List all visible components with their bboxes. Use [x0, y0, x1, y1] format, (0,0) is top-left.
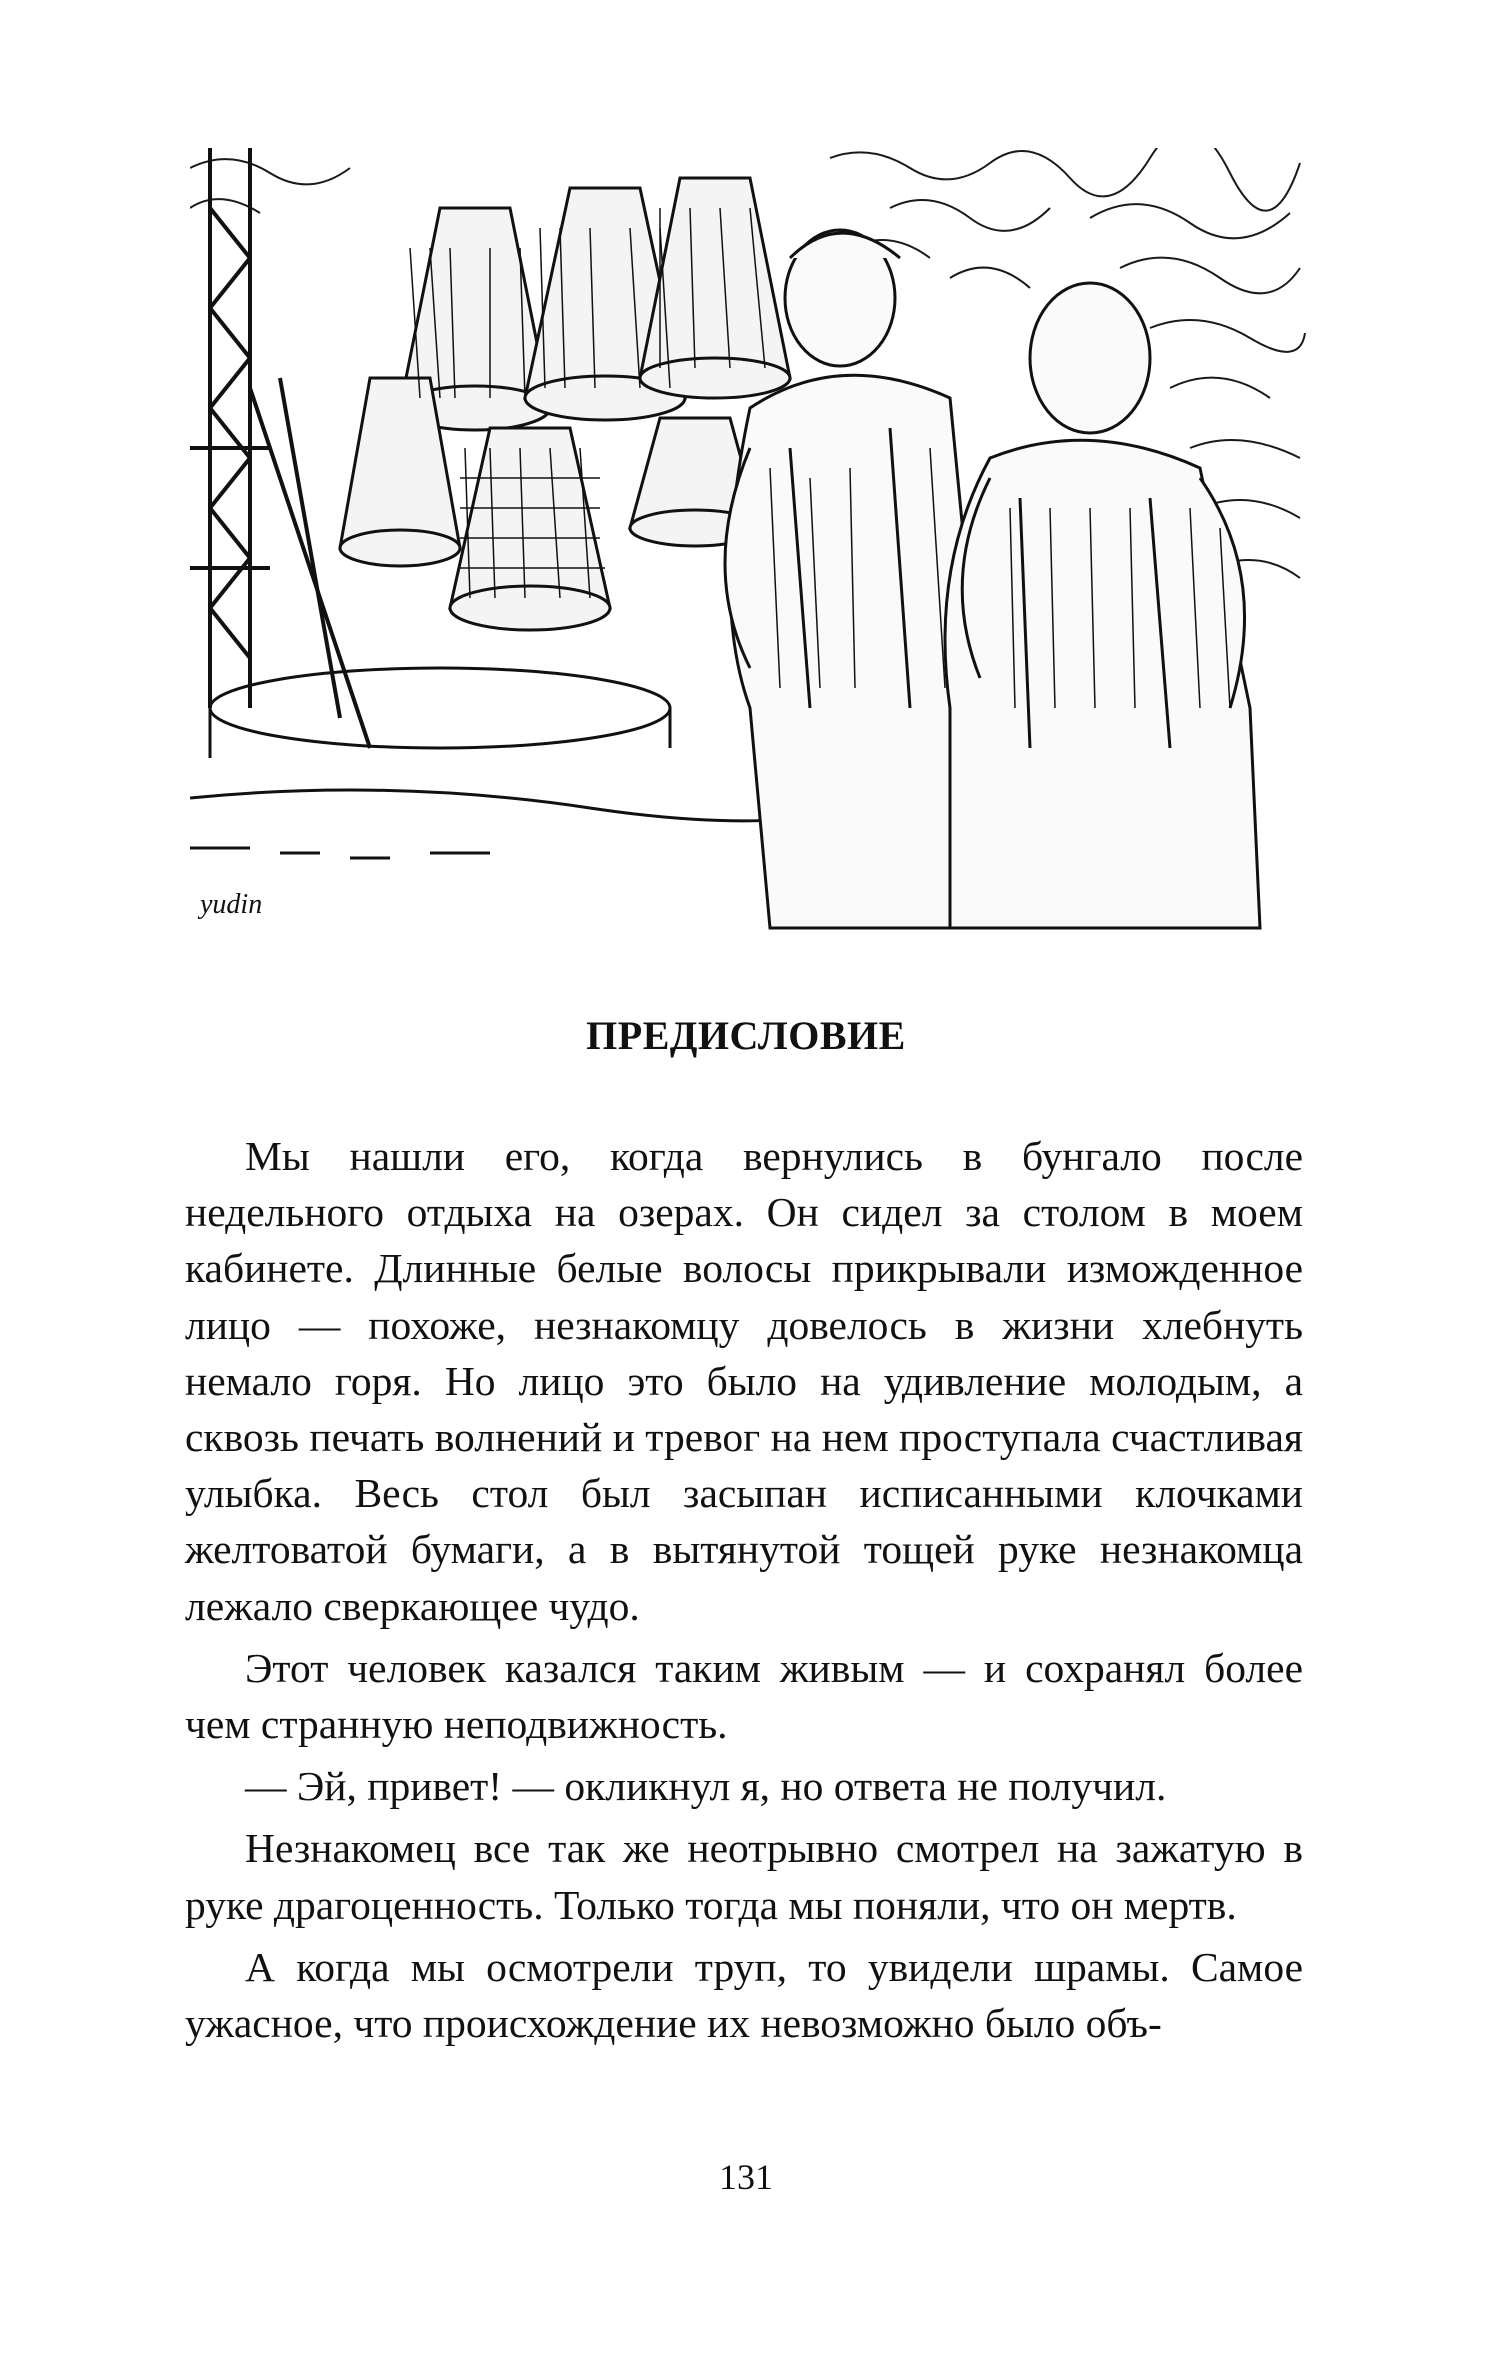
- scaffold: [190, 148, 370, 748]
- paragraph: Этот человек казался таким живым — и сохранял более чем странную неподвижность.: [185, 1644, 1303, 1748]
- chapter-title: ПРЕДИСЛОВИЕ: [586, 1013, 906, 1058]
- paragraph: Мы нашли его, когда вернулись в бунгало после недельного отдыха на озерах. Он сидел за столом в моем кабинете. Длинные белые волосы прикрывали изможденное лицо — похоже, незнакомцу довелось в жизни хлебнуть немало горя. Но лицо это было на удивление молодым, а сквозь печать волнений и тревог на нем проступала счастливая улыбка. Весь стол был засыпан исписанными клочками желтоватой бумаги, а в вытянутой тощей руке незнакомца лежало сверкающее чудо.: [185, 1133, 1303, 1629]
- paragraph: Незнакомец все так же неотрывно смотрел на зажатую в руке драгоценность. Только тогда мы поняли, что он мертв.: [185, 1825, 1303, 1928]
- page-number: 131: [719, 2157, 773, 2197]
- paragraph: А когда мы осмотрели труп, то увидели шрамы. Самое ужасное, что происхождение их невозможно было объ-: [185, 1943, 1303, 2047]
- paragraph: — Эй, привет! — окликнул я, но ответа не получил.: [245, 1763, 1167, 1810]
- figure-right: [945, 283, 1260, 928]
- book-illustration: [190, 148, 1310, 938]
- body-text: [185, 1128, 1303, 2057]
- illustration-drawing: [190, 148, 1310, 938]
- artist-signature: yudin: [200, 889, 263, 920]
